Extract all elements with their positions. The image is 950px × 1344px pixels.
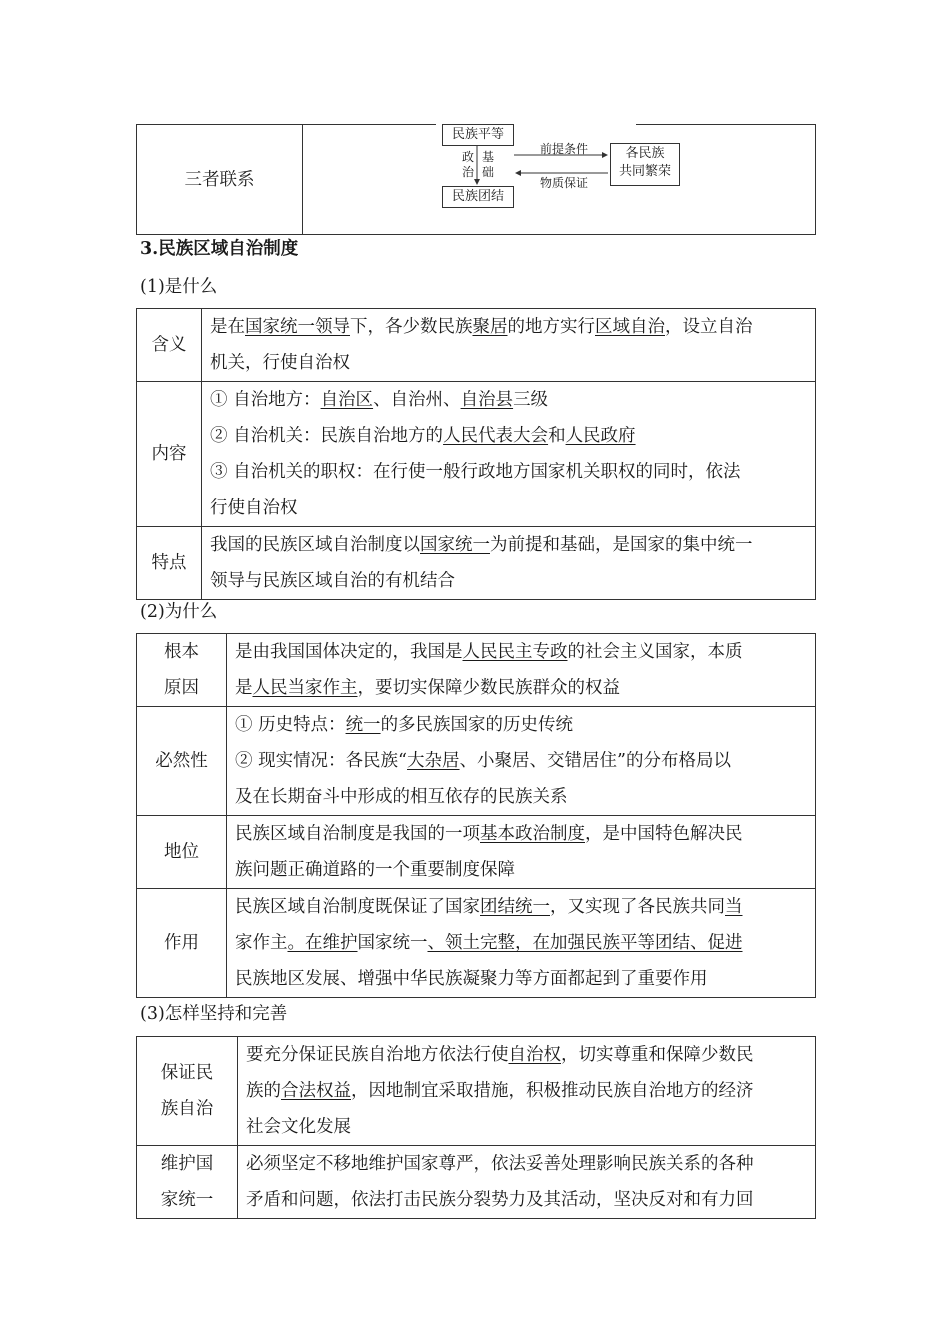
- text-segment: 民族区域自治制度既保证了国家: [235, 897, 480, 917]
- label-ji: 基: [481, 150, 494, 164]
- what-row-label: [137, 309, 202, 382]
- sub1-heading: (1)是什么: [140, 277, 218, 297]
- text-segment: 族问题正确道路的一个重要制度保障: [235, 860, 515, 880]
- how-row-content: [238, 1146, 816, 1219]
- key-term: 当: [725, 897, 743, 917]
- key-term: 、领土完整，在加强民族平等团结、促进: [427, 933, 743, 953]
- why-row-content: [227, 816, 816, 889]
- content-line: [210, 527, 809, 563]
- content-line: [210, 309, 809, 345]
- label-zhi: 治: [461, 165, 474, 179]
- sub2-heading: (2)为什么: [140, 602, 218, 622]
- text-segment: ② 自治机关：民族自治地方的: [210, 426, 444, 446]
- key-term: 国家统一: [420, 535, 490, 555]
- key-term: 国家统一领导: [245, 317, 350, 337]
- row-label-line: 内容: [151, 444, 187, 464]
- label-zheng: 政: [461, 150, 474, 164]
- text-segment: 为前提和基础，是国家的集中统一: [490, 535, 753, 555]
- content-line: [235, 925, 809, 961]
- how-row-content: [238, 1037, 816, 1146]
- content-line: [235, 670, 809, 706]
- text-segment: 的多民族国家的历史传统: [380, 715, 574, 735]
- text-segment: 是在: [210, 317, 245, 337]
- text-segment: 是: [235, 678, 253, 698]
- key-term: 大杂居: [407, 751, 460, 771]
- key-term: 人民代表大会: [443, 426, 549, 446]
- label-chu: 础: [481, 165, 494, 179]
- text-segment: 的地方实行: [507, 317, 595, 337]
- text-segment: ，是中国特色解决民: [585, 824, 743, 844]
- text-segment: 矛盾和问题，依法打击民族分裂势力及其活动，坚决反对和有力回: [246, 1190, 754, 1210]
- row-label-line: 作用: [164, 933, 199, 953]
- text-segment: 领导与民族区域自治的有机结合: [210, 571, 455, 591]
- label-precondition: 前提条件: [540, 142, 589, 156]
- why-row-content: [227, 634, 816, 707]
- text-segment: 民族地区发展、增强中华民族凝聚力等方面都起到了重要作用: [235, 969, 708, 989]
- why-row-label: [137, 707, 227, 816]
- text-segment: 家作主: [235, 933, 288, 953]
- row-label-line: 族自治: [160, 1099, 214, 1119]
- text-segment: 下，各少数民族: [350, 317, 473, 337]
- why-table: [136, 633, 816, 998]
- text-segment: 及在长期奋斗中形成的相互依存的民族关系: [235, 787, 568, 807]
- text-segment: 要充分保证民族自治地方依法行使: [246, 1045, 509, 1065]
- table-row: [137, 382, 816, 527]
- how-row-label: [137, 1146, 238, 1219]
- key-term: 人民民主专政: [462, 642, 568, 662]
- how-table: [136, 1036, 816, 1219]
- table-row: [137, 1146, 816, 1219]
- row-label-line: 维护国: [160, 1154, 214, 1174]
- box-common-prosperity-line1: 各民族: [625, 146, 665, 161]
- key-term: 区域自治: [595, 317, 665, 337]
- relation-diagram: [430, 118, 690, 213]
- content-line: [235, 743, 809, 779]
- what-row-label: [137, 382, 202, 527]
- key-term: 自治权: [508, 1045, 561, 1065]
- why-row-content: [227, 707, 816, 816]
- text-segment: ，设立自治: [665, 317, 753, 337]
- content-line: [246, 1073, 809, 1109]
- row-label-line: 根本: [164, 642, 199, 662]
- content-line: [210, 490, 809, 526]
- content-line: [210, 454, 809, 490]
- text-segment: 机关，行使自治权: [210, 353, 350, 373]
- text-segment: 、小聚居、交错居住”的分布格局以: [459, 751, 731, 771]
- content-line: [246, 1146, 809, 1182]
- key-term: 。在维护: [287, 933, 358, 953]
- row-label-line: 必然性: [155, 751, 208, 771]
- row-label-line: 地位: [164, 842, 199, 862]
- text-segment: ，切实尊重和保障少数民: [561, 1045, 754, 1065]
- text-segment: 、自治州、: [373, 390, 461, 410]
- content-line: [210, 345, 809, 381]
- what-row-content: [202, 527, 816, 600]
- text-segment: ，因地制宜采取措施，积极推动民族自治地方的经济: [351, 1081, 754, 1101]
- key-term: 团结统一: [480, 897, 550, 917]
- key-term: 人民当家作主: [252, 678, 358, 698]
- key-term: 基本政治制度: [480, 824, 585, 844]
- why-row-content: [227, 889, 816, 998]
- text-segment: ，要切实保障少数民族群众的权益: [357, 678, 620, 698]
- row-label-line: 保证民: [160, 1063, 214, 1083]
- text-segment: 三级: [513, 390, 549, 410]
- relation-label: 三者联系: [137, 125, 303, 235]
- content-line: [235, 816, 809, 852]
- table-row: [137, 707, 816, 816]
- label-material-guarantee: 物质保证: [540, 176, 589, 190]
- content-line: [210, 563, 809, 599]
- content-line: [235, 961, 809, 997]
- content-line: [235, 889, 809, 925]
- text-segment: 我国的民族区域自治制度以: [210, 535, 420, 555]
- row-label-line: 家统一: [160, 1190, 214, 1210]
- text-segment: 国家统一: [357, 933, 428, 953]
- text-segment: 族的: [246, 1081, 281, 1101]
- section-heading: 3.民族区域自治制度: [140, 239, 299, 259]
- what-row-content: [202, 382, 816, 527]
- text-segment: ① 自治地方：: [210, 390, 321, 410]
- text-segment: 和: [548, 426, 566, 446]
- table-row: [137, 1037, 816, 1146]
- why-row-label: [137, 634, 227, 707]
- box-ethnic-equality: 民族平等: [442, 124, 514, 146]
- table-row: [137, 527, 816, 600]
- text-segment: ② 现实情况：各民族“: [235, 751, 408, 771]
- what-row-label: [137, 527, 202, 600]
- key-term: 自治县: [460, 390, 514, 410]
- text-segment: 必须坚定不移地维护国家尊严，依法妥善处理影响民族关系的各种: [246, 1154, 754, 1174]
- text-segment: ③ 自治机关的职权：在行使一般行政地方国家机关职权的同时，依法: [210, 462, 741, 482]
- key-term: 人民政府: [565, 426, 636, 446]
- box-common-prosperity-line2: 共同繁荣: [618, 164, 671, 179]
- key-term: 自治区: [320, 390, 374, 410]
- content-line: [235, 852, 809, 888]
- row-label-line: 含义: [151, 335, 187, 355]
- text-segment: 行使自治权: [210, 498, 298, 518]
- why-row-label: [137, 816, 227, 889]
- key-term: 统一: [345, 715, 381, 735]
- row-label-line: 原因: [164, 678, 199, 698]
- table-row: [137, 309, 816, 382]
- content-line: [235, 779, 809, 815]
- box-ethnic-unity: 民族团结: [442, 186, 514, 208]
- text-segment: 民族区域自治制度是我国的一项: [235, 824, 480, 844]
- what-table: [136, 308, 816, 600]
- text-segment: ① 历史特点：: [235, 715, 346, 735]
- table-row: [137, 816, 816, 889]
- content-line: [246, 1182, 809, 1218]
- table-row: [137, 889, 816, 998]
- content-line: [210, 382, 809, 418]
- content-line: [246, 1109, 809, 1145]
- text-segment: 社会文化发展: [246, 1117, 351, 1137]
- text-segment: 是由我国国体决定的，我国是: [235, 642, 463, 662]
- row-label-line: 特点: [151, 553, 187, 573]
- sub3-heading: (3)怎样坚持和完善: [140, 1004, 288, 1024]
- why-row-label: [137, 889, 227, 998]
- table-row: [137, 634, 816, 707]
- text-segment: ，又实现了各民族共同: [550, 897, 725, 917]
- text-segment: 的社会主义国家，本质: [567, 642, 743, 662]
- content-line: [210, 418, 809, 454]
- content-line: [246, 1037, 809, 1073]
- content-line: [235, 707, 809, 743]
- key-term: 聚居: [472, 317, 508, 337]
- key-term: 合法权益: [281, 1081, 351, 1101]
- what-row-content: [202, 309, 816, 382]
- how-row-label: [137, 1037, 238, 1146]
- content-line: [235, 634, 809, 670]
